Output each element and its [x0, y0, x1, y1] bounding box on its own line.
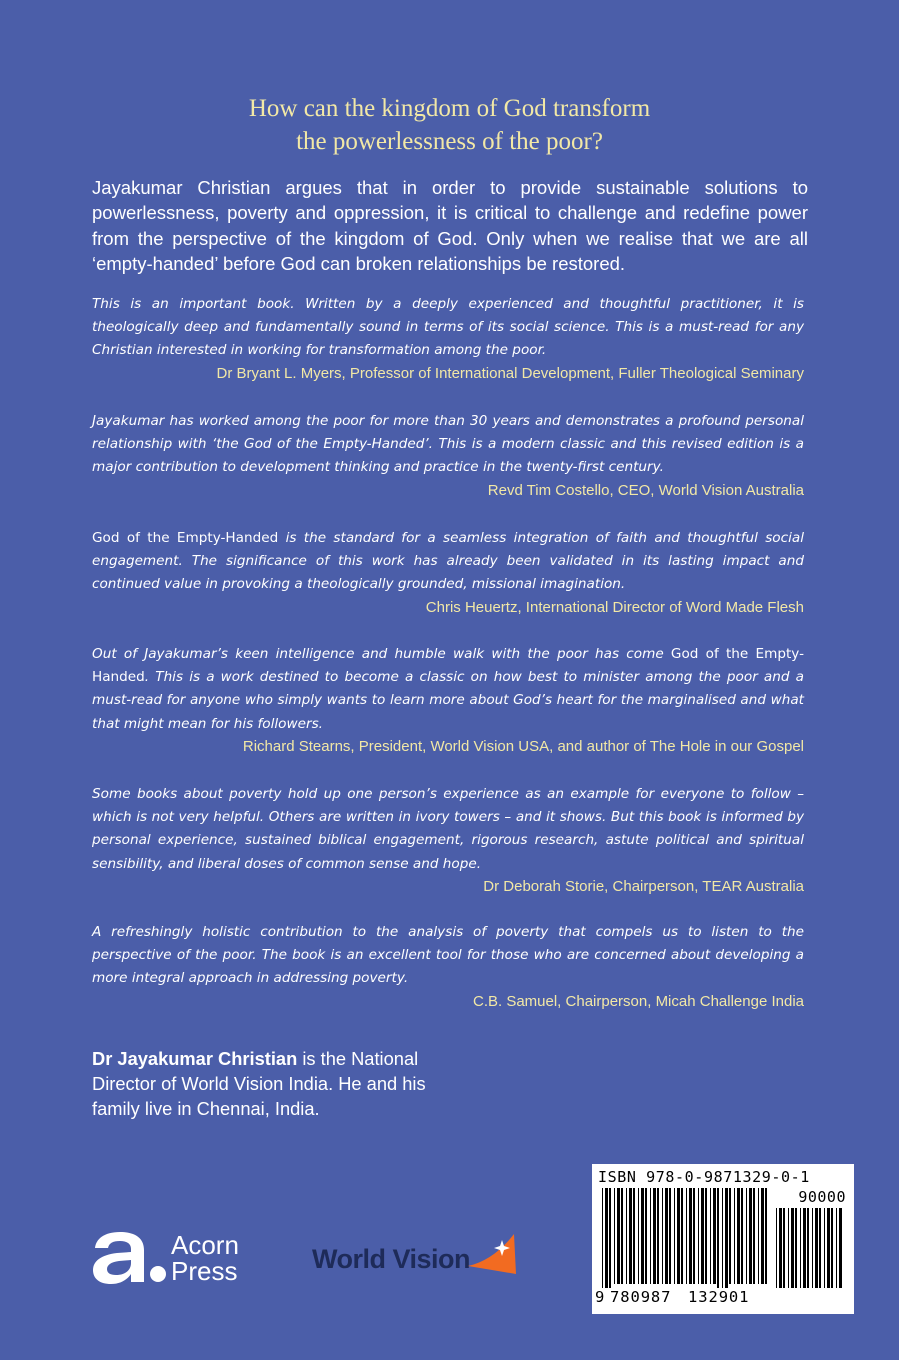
barcode-bar [737, 1188, 740, 1284]
barcode-bar [701, 1188, 704, 1284]
barcode-bar [677, 1188, 680, 1284]
barcode-bar [791, 1208, 794, 1288]
barcode-bar [800, 1208, 801, 1288]
barcode-bar [776, 1208, 777, 1288]
barcode-bar [650, 1188, 651, 1284]
world-vision-wordmark: World Vision [312, 1244, 471, 1274]
barcode-bar [758, 1188, 759, 1284]
endorsement-text: This is an important book. Written by a deeply experienced and thoughtful practitioner, it is theologically deep and fundamentally sound in terms of its social science. This is a must-read for any Christian interested in working for transformation among the poor. [92, 296, 804, 359]
headline [0, 92, 899, 158]
barcode-bar [827, 1208, 830, 1288]
barcode-bar [824, 1208, 825, 1288]
barcode-bar [815, 1208, 818, 1288]
barcode-bar [689, 1188, 692, 1284]
barcode-bar [617, 1188, 620, 1284]
barcode-bar [803, 1208, 806, 1288]
barcode-bar [746, 1188, 747, 1284]
barcode-bar [665, 1188, 668, 1284]
barcode-bar [614, 1188, 615, 1284]
endorsement-6 [92, 921, 804, 1013]
barcode-bar [725, 1188, 728, 1288]
barcode-bar [713, 1188, 716, 1284]
endorsement-4 [92, 643, 804, 758]
barcode-bar [807, 1208, 809, 1288]
barcode-bar [693, 1188, 695, 1284]
barcode-bar [686, 1188, 687, 1284]
acorn-press-logo [90, 1226, 260, 1288]
barcode-bar [788, 1208, 789, 1288]
barcode-bar [674, 1188, 675, 1284]
endorsement-attribution: Dr Deborah Storie, Chairperson, TEAR Australia [483, 877, 804, 895]
endorsement-5 [92, 783, 804, 898]
isbn-barcode: ISBN 978-0-9871329-0-1 90000 9 780987 132901 [592, 1164, 854, 1314]
barcode-bar [669, 1188, 671, 1284]
barcode-bar [779, 1208, 782, 1288]
barcode-bar [722, 1188, 723, 1288]
endorsement-attribution: Richard Stearns, President, World Vision USA, and author of The Hole in our Gospel [242, 737, 804, 755]
barcode-bar [749, 1188, 752, 1284]
barcode-bar [812, 1208, 813, 1288]
barcode-bar [741, 1188, 743, 1284]
barcode-bar [753, 1188, 755, 1284]
barcode-bar [698, 1188, 699, 1284]
barcode-bar [734, 1188, 735, 1284]
barcode-bar [602, 1188, 603, 1288]
barcode-bar [705, 1188, 707, 1284]
intro-paragraph: Jayakumar Christian argues that in order to provide sustainable solutions to powerlessness, poverty and oppression, it is critical to challenge and redefine power from the perspective of the kingdom of God. Only when we realise that we are all ‘empty-handed’ before God can broken relationships be restored. [92, 177, 808, 274]
barcode-bar [717, 1188, 719, 1288]
barcode-bar [783, 1208, 785, 1288]
endorsement-text: God of the Empty-Handed is the standard for a seamless integration of faith and thoughtful social engagement. The significance of this work has already been validated in its lasting impact and continued value in provoking a theologically grounded, missional imagination. [92, 530, 804, 593]
barcode-bar [629, 1188, 632, 1284]
endorsement-text: Jayakumar has worked among the poor for more than 30 years and demonstrates a profound personal relationship with ‘the God of the Empty-Handed’. This is a modern classic and this revised edition is a major contribution to development thinking and practice in the twenty-first century. [92, 413, 804, 476]
endorsement-text: Some books about poverty hold up one person’s experience as an example for everyone to follow – which is not very helpful. Others are written in ivory towers – and it shows. But this book is informed by personal experience, sustained biblical engagement, rigorous research, astute political and spiritual sensibility, and liberal doses of common sense and hope. [92, 786, 804, 872]
headline-line-2: the powerlessness of the poor? [296, 128, 603, 155]
book-title: God of the Empty-Handed [92, 530, 279, 546]
acorn-a-icon [90, 1226, 168, 1284]
acorn-press-wordmark: Acorn Press [171, 1230, 239, 1286]
headline-line-1: How can the kingdom of God transform [248, 95, 651, 122]
barcode-bar [662, 1188, 663, 1284]
endorsement-attribution: Chris Heuertz, International Director of Word Made Flesh [425, 598, 804, 616]
book-title: God of the Empty-Handed [92, 646, 805, 686]
endorsement-text: A refreshingly holistic contribution to the analysis of poverty that compels us to listen to the perspective of the poor. The book is an excellent tool for those who are concerned about developing a more integral approach in addressing poverty. [92, 924, 804, 987]
world-vision-star-icon [464, 1230, 518, 1276]
price-addon-number: 90000 [798, 1188, 846, 1206]
barcode-bar [761, 1188, 764, 1284]
isbn-number: ISBN 978-0-9871329-0-1 [598, 1168, 810, 1186]
barcode-bar [609, 1188, 611, 1288]
endorsement-text: Out of Jayakumar’s keen intelligence and humble walk with the poor has come God of the Empty-Handed. This is a work destined to become a classic on how best to minister among the poor and a must-read for anyone who simply wants to learn more about God’s heart for the marginalised and what that might mean for his followers. [92, 646, 805, 732]
barcode-bar [626, 1188, 627, 1284]
barcode-bar [681, 1188, 683, 1284]
barcode-bar [641, 1188, 644, 1284]
barcode-bar [729, 1188, 731, 1284]
ean13-bars [600, 1188, 772, 1288]
endorsement-3 [92, 527, 804, 619]
barcode-bar [710, 1188, 711, 1284]
barcode-bar [819, 1208, 821, 1288]
barcode-bar [657, 1188, 659, 1284]
barcode-bar [765, 1188, 767, 1284]
world-vision-logo [312, 1228, 522, 1282]
barcode-bar [645, 1188, 647, 1284]
barcode-bar [621, 1188, 623, 1284]
barcode-bar [653, 1188, 656, 1284]
barcode-bar [795, 1208, 797, 1288]
barcode-bar [831, 1208, 833, 1288]
barcode-bar [605, 1188, 608, 1288]
endorsement-2 [92, 410, 804, 502]
barcode-bar [839, 1208, 842, 1288]
barcode-bar [836, 1208, 837, 1288]
barcode-bar [633, 1188, 635, 1284]
endorsement-1 [92, 293, 804, 385]
addon-bars [774, 1208, 844, 1290]
author-bio: Dr Jayakumar Christian is the National Director of World Vision India. He and his family live in Chennai, India. [92, 1048, 426, 1119]
endorsement-attribution: Dr Bryant L. Myers, Professor of International Development, Fuller Theological Seminary [216, 364, 804, 382]
author-name: Dr Jayakumar Christian [92, 1048, 298, 1069]
endorsement-attribution: C.B. Samuel, Chairperson, Micah Challenge India [472, 992, 804, 1010]
barcode-bar [638, 1188, 639, 1284]
endorsement-attribution: Revd Tim Costello, CEO, World Vision Australia [487, 481, 804, 499]
